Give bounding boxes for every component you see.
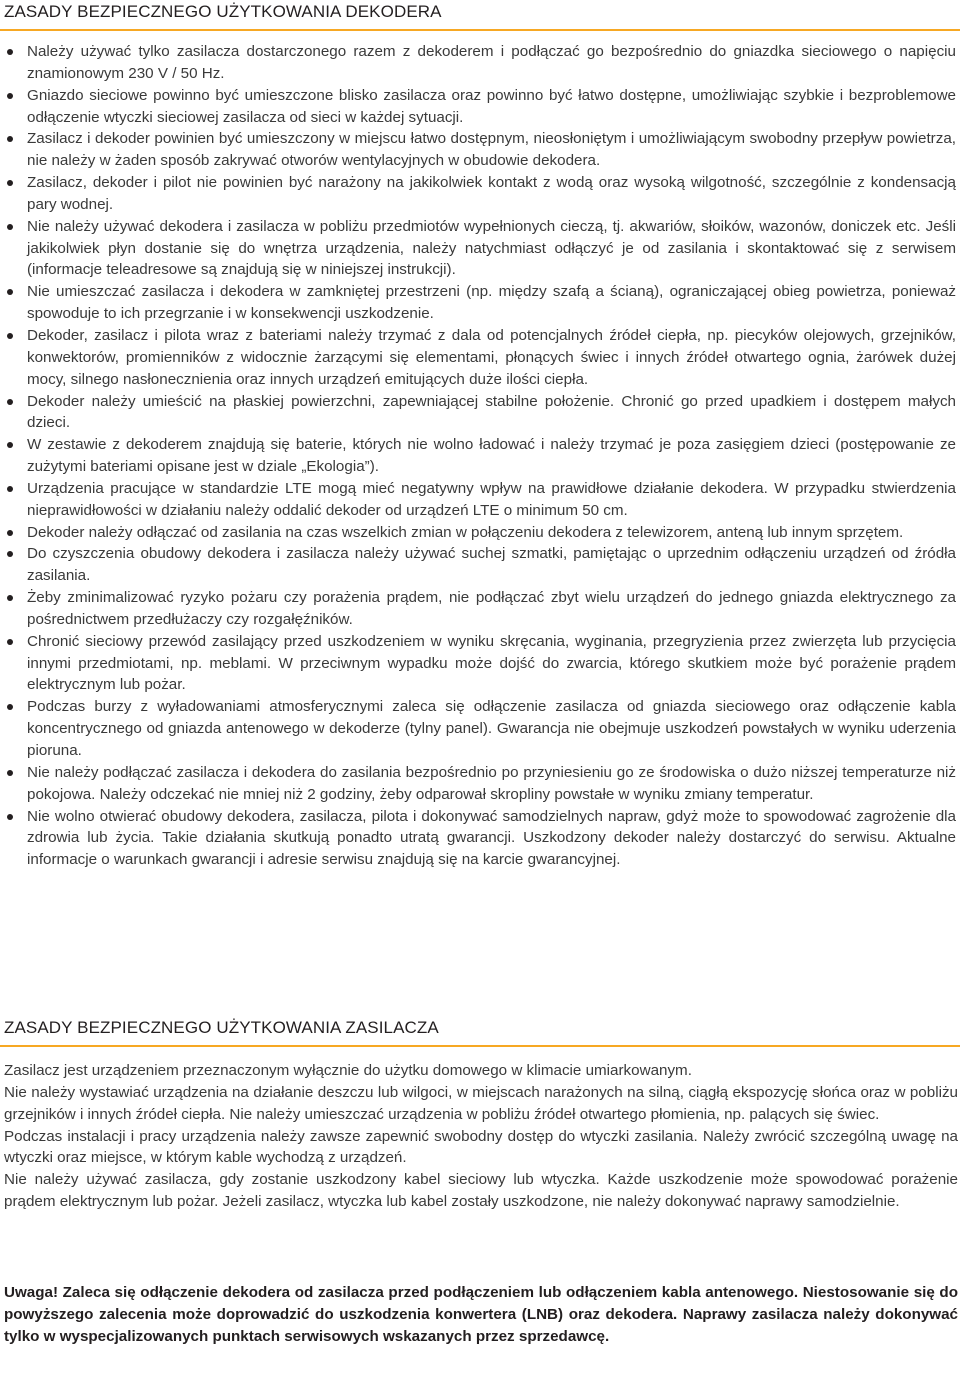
list-item-text: Chronić sieciowy przewód zasilający przed uszkodzeniem w wyniku skręcania, wyginania, przegryzienia przez zwierzęta lub przycięcia innymi przedmiotami, np. meblami. W przeciwnym wypadku może dojść do zwarcia, którego skutkiem może być porażenie prądem elektrycznym lub pożar. <box>27 632 956 694</box>
list-item-text: Gniazdo sieciowe powinno być umieszczone blisko zasilacza oraz powinno być łatwo dostępne, umożliwiając szybkie i bezproblemowe odłączenie wtyczki sieciowej zasilacza od sieci w każdej sytuacji. <box>27 86 956 126</box>
list-item <box>0 478 956 522</box>
bullet-icon <box>7 595 13 601</box>
list-item-text: Urządzenia pracujące w standardzie LTE mogą mieć negatywny wpływ na prawidłowe działanie dekodera. W przypadku stwierdzenia nieprawidłowości w działaniu należy oddalić dekoder od urządzeń LTE o minimum 50 cm. <box>27 479 956 519</box>
decoder-safety-list <box>0 41 956 871</box>
bullet-icon <box>7 333 13 339</box>
paragraph: Podczas instalacji i pracy urządzenia należy zawsze zapewnić swobodny dostęp do wtyczki zasilania. Należy zwrócić szczególną uwagę na wtyczki oraz miejsce, w którym kable wychodzą z urządzeń. <box>4 1127 958 1167</box>
power-supply-title-rule <box>0 1045 960 1047</box>
bullet-icon <box>7 180 13 186</box>
list-item-text: Dekoder należy odłączać od zasilania na czas wszelkich zmian w połączeniu dekodera z telewizorem, anteną lub innym sprzętem. <box>27 523 904 541</box>
list-item-text: Dekoder należy umieścić na płaskiej powierzchni, zapewniającej stabilne położenie. Chronić go przed upadkiem i dostępem małych dzieci. <box>27 392 956 432</box>
list-item-text: Podczas burzy z wyładowaniami atmosferycznymi zaleca się odłączenie zasilacza od gniazda sieciowego oraz odłączenie kabla koncentrycznego od gniazda antenowego w dekoderze (tylny panel). Gwarancja nie obejmuje uszkodzeń powstałych w wyniku uderzenia pioruna. <box>27 698 956 759</box>
bullet-icon <box>7 530 13 536</box>
list-item <box>0 587 956 631</box>
bullet-icon <box>7 814 13 820</box>
bullet-icon <box>7 704 13 710</box>
power-supply-section-title: ZASADY BEZPIECZNEGO UŻYTKOWANIA ZASILACZA <box>4 1018 439 1037</box>
list-item <box>0 128 956 172</box>
bullet-icon <box>7 639 13 645</box>
list-item <box>0 696 956 762</box>
bullet-icon <box>7 224 13 230</box>
list-item <box>0 216 956 282</box>
list-item <box>0 522 956 544</box>
bullet-icon <box>7 136 13 142</box>
warning-note: Uwaga! Zaleca się odłączenie dekodera od zasilacza przed podłączeniem lub odłączeniem kabla antenowego. Niestosowanie się do powyższego zalecenia może doprowadzić do uszkodzenia konwertera (LNB) oraz dekodera. Naprawy zasilacza należy dokonywać tylko w wyspecjalizowanych punktach serwisowych wskazanych przez sprzedawcę. <box>4 1284 958 1345</box>
list-item-text: Zasilacz, dekoder i pilot nie powinien być narażony na jakikolwiek kontakt z wodą oraz wysoką wilgotność, szczególnie z kondensacją pary wodnej. <box>27 174 956 213</box>
bullet-icon <box>7 770 13 776</box>
bullet-icon <box>7 486 13 492</box>
bullet-icon <box>7 289 13 295</box>
list-item-text: Nie należy używać dekodera i zasilacza w pobliżu przedmiotów wypełnionych cieczą, tj. akwariów, słoików, wazonów, doniczek etc. Jeśli jakikolwiek płyn dostanie się do wnętrza urządzenia, należy natychmiast odłączyć je od zasilania i skontaktować się z serwisem (informacje teleadresowe są znajdują się w niniejszej instrukcji). <box>27 217 956 279</box>
list-item <box>0 41 956 85</box>
list-item-text: Żeby zminimalizować ryzyko pożaru czy porażenia prądem, nie podłączać zbyt wielu urządzeń do jednego gniazda elektrycznego za pośrednictwem przedłużaczy czy rozgałęźników. <box>27 589 956 628</box>
list-item-text: W zestawie z dekoderem znajdują się baterie, których nie wolno ładować i należy trzymać je poza zasięgiem dzieci (postępowanie ze zużytymi bateriami opisane jest w dziale „Ekologia”). <box>27 436 956 476</box>
list-item-text: Do czyszczenia obudowy dekodera i zasilacza należy używać suchej szmatki, pamiętając o uprzednim odłączeniu urządzeń od źródła zasilania. <box>27 545 956 585</box>
list-item-text: Zasilacz i dekoder powinien być umieszczony w miejscu łatwo dostępnym, nieosłoniętym i umożliwiającym swobodny przepływ powietrza, nie należy w żaden sposób zakrywać otworów wentylacyjnych w obudowie dekodera. <box>27 130 956 170</box>
bullet-icon <box>7 93 13 99</box>
power-supply-paragraphs <box>4 1060 958 1213</box>
bullet-icon <box>7 442 13 448</box>
list-item-text: Nie umieszczać zasilacza i dekodera w zamkniętej przestrzeni (np. między szafą a ścianą), ograniczającej obieg powietrza, ponieważ spowoduje to ich przegrzanie i w konsekwencji uszkodzenie. <box>27 283 956 323</box>
decoder-title-rule <box>0 29 960 31</box>
bullet-icon <box>7 551 13 557</box>
list-item <box>0 631 956 697</box>
list-item <box>0 806 956 872</box>
paragraph: Nie należy używać zasilacza, gdy zostanie uszkodzony kabel sieciowy lub wtyczka. Każde uszkodzenie może spowodować porażenie prądem elektrycznym lub pożar. Jeżeli zasilacz, wtyczka lub kabel zostały uszkodzone, nie należy dokonywać naprawy samodzielnie. <box>4 1171 958 1211</box>
list-item <box>0 543 956 587</box>
list-item-text: Nie należy podłączać zasilacza i dekodera do zasilania bezpośrednio po przyniesieniu go ze środowiska o dużo niższej temperaturze niż pokojowa. Należy odczekać nie mniej niż 2 godziny, żeby odparował skropliny powstałe w wyniku zmiany temperatur. <box>27 763 956 803</box>
list-item <box>0 281 956 325</box>
bullet-icon <box>7 399 13 405</box>
paragraph: Nie należy wystawiać urządzenia na działanie deszczu lub wilgoci, w miejscach narażonych na silną, ciągłą ekspozycję słońca oraz w pobliżu grzejników i innych źródeł ciepła. Nie należy umieszczać urządzenia w pobliżu źródeł otwartego płomienia, np. palących się świec. <box>4 1083 958 1123</box>
list-item <box>0 85 956 129</box>
list-item-text: Dekoder, zasilacz i pilota wraz z bateriami należy trzymać z dala od potencjalnych źródeł ciepła, np. piecyków olejowych, grzejników, konwektorów, promienników z widocznie żarzącymi się elementami, płonących świec i innych źródeł otwartego ognia, żarówek dużej mocy, silnego nasłonecznienia oraz innych urządzeń emitujących duże ilości ciepła. <box>27 326 956 388</box>
decoder-section-title: ZASADY BEZPIECZNEGO UŻYTKOWANIA DEKODERA <box>4 2 442 21</box>
list-item <box>0 172 956 216</box>
list-item <box>0 325 956 391</box>
list-item-text: Nie wolno otwierać obudowy dekodera, zasilacza, pilota i dokonywać samodzielnych napraw, gdyż może to spowodować zagrożenie dla zdrowia lub życia. Takie działania skutkują ponadto utratą gwarancji. Uszkodzony dekoder należy dostarczyć do serwisu. Aktualne informacje o warunkach gwarancji i adresie serwisu znajdują się na karcie gwarancyjnej. <box>27 807 956 869</box>
list-item <box>0 434 956 478</box>
bullet-icon <box>7 49 13 55</box>
list-item <box>0 391 956 435</box>
list-item <box>0 762 956 806</box>
list-item-text: Należy używać tylko zasilacza dostarczonego razem z dekoderem i podłączać go bezpośrednio do gniazdka sieciowego o napięciu znamionowym 230 V / 50 Hz. <box>27 43 956 82</box>
paragraph: Zasilacz jest urządzeniem przeznaczonym wyłącznie do użytku domowego w klimacie umiarkowanym. <box>4 1062 692 1079</box>
